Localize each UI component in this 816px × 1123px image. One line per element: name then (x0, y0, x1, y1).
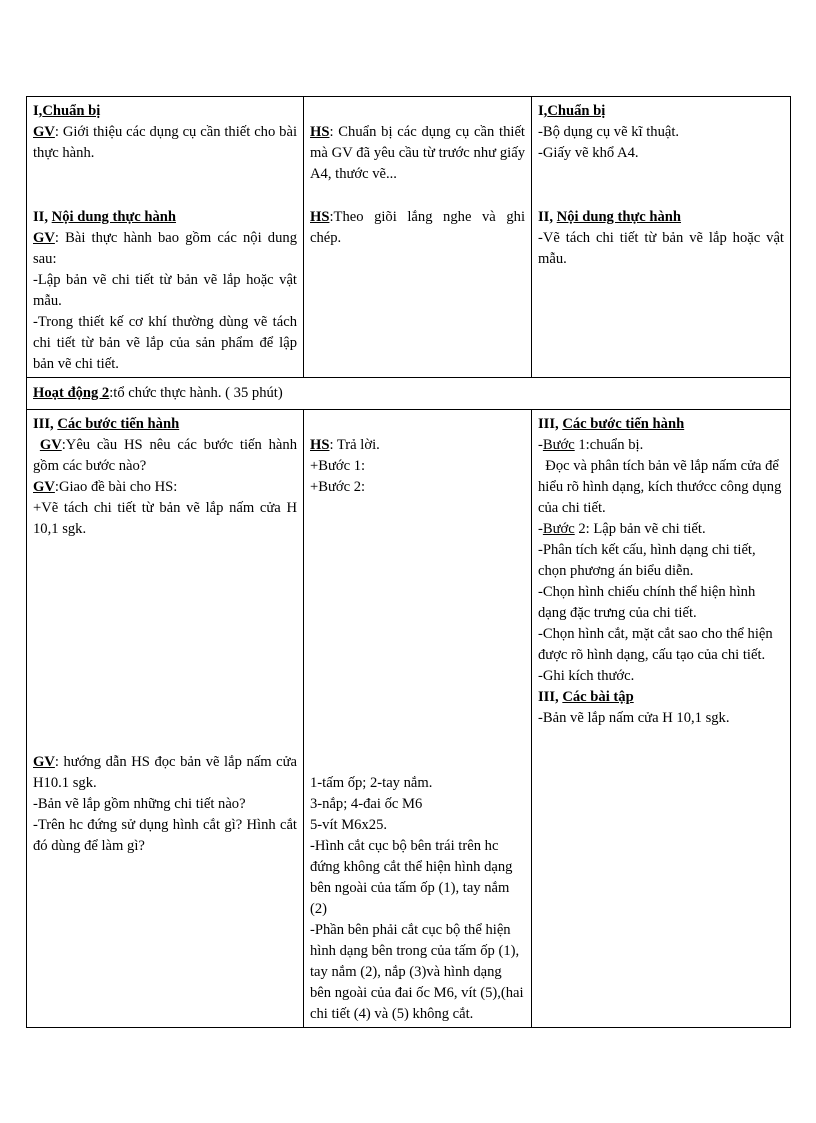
paragraph: -Bước 2: Lập bản vẽ chi tiết. (538, 521, 706, 537)
activity-text: :tổ chức thực hành. ( 35 phút) (109, 385, 283, 401)
content-cell (532, 410, 791, 1028)
paragraph: -Trong thiết kế cơ khí thường dùng vẽ tách chi tiết từ bản vẽ lắp của sản phẩm để lập bản vẽ chi tiết. (33, 314, 297, 372)
paragraph: -Bản vẽ lắp gồm những chi tiết nào? (33, 796, 246, 812)
section-heading: III, Các bước tiến hành (538, 416, 685, 432)
activity-heading-cell (27, 378, 791, 410)
paragraph: +Bước 1: (310, 458, 366, 474)
paragraph: -Chọn hình cắt, mặt cắt sao cho thể hiện được rõ hình dạng, cấu tạo của chi tiết. (538, 626, 773, 663)
paragraph: 5-vít M6x25. (310, 817, 388, 833)
content-cell (532, 97, 791, 378)
table-row (27, 410, 791, 1028)
section-heading: I,Chuẩn bị (538, 103, 606, 119)
paragraph: -Hình cắt cục bộ bên trái trên hc đứng không cắt thể hiện hình dạng bên ngoài của tấm ốp (1), tay nắm (2) (310, 838, 513, 917)
table-row (27, 97, 791, 378)
paragraph: -Chọn hình chiếu chính thể hiện hình dạng đặc trưng của chi tiết. (538, 584, 756, 621)
paragraph: HS:Theo giõi lắng nghe và ghi chép. (310, 209, 525, 246)
paragraph: HS: Chuẩn bị các dụng cụ cần thiết mà GV đã yêu cầu từ trước như giấy A4, thước vẽ... (310, 124, 525, 182)
paragraph: -Vẽ tách chi tiết từ bản vẽ lắp hoặc vật mẫu. (538, 230, 784, 267)
paragraph: 1-tấm ốp; 2-tay nắm. (310, 775, 433, 791)
section-heading: II, Nội dung thực hành (538, 209, 682, 225)
paragraph: Đọc và phân tích bản vẽ lắp nấm cửa để hiểu rõ hình dạng, kích thướcc công dụng của chi tiết. (538, 458, 786, 516)
paragraph: GV: Bài thực hành bao gồm các nội dung sau: (33, 230, 297, 267)
paragraph: GV: Giới thiệu các dụng cụ cần thiết cho bài thực hành. (33, 124, 297, 161)
paragraph: -Giấy vẽ khổ A4. (538, 145, 639, 161)
paragraph: HS: Trả lời. (310, 437, 380, 453)
lesson-plan-sheet (26, 96, 790, 1028)
paragraph: -Ghi kích thước. (538, 668, 635, 684)
paragraph: GV:Giao đề bài cho HS: (33, 479, 178, 495)
paragraph: +Bước 2: (310, 479, 366, 495)
section-heading: II, Nội dung thực hành (33, 209, 177, 225)
paragraph: -Bản vẽ lắp nấm cửa H 10,1 sgk. (538, 710, 730, 726)
student-activity-cell (304, 410, 532, 1028)
paragraph: -Bộ dụng cụ vẽ kĩ thuật. (538, 124, 680, 140)
paragraph: -Bước 1:chuẩn bị. (538, 437, 644, 453)
paragraph: GV: hướng dẫn HS đọc bản vẽ lắp nấm cửa H10.1 sgk. (33, 754, 297, 791)
paragraph: +Vẽ tách chi tiết từ bản vẽ lắp nấm cửa H 10,1 sgk. (33, 500, 297, 537)
paragraph: 3-nắp; 4-đai ốc M6 (310, 796, 423, 812)
paragraph: GV:Yêu cầu HS nêu các bước tiến hành gồm các bước nào? (33, 437, 297, 474)
section-heading: I,Chuẩn bị (33, 103, 101, 119)
paragraph: -Lập bản vẽ chi tiết từ bản vẽ lắp hoặc vật mẫu. (33, 272, 297, 309)
section-heading: III, Các bước tiến hành (33, 416, 180, 432)
activity-label: Hoạt động 2 (33, 385, 110, 401)
paragraph: -Trên hc đứng sử dụng hình cắt gì? Hình cắt đó dùng để làm gì? (33, 817, 297, 854)
paragraph: -Phân tích kết cấu, hình dạng chi tiết, chọn phương án biểu diễn. (538, 542, 756, 579)
student-activity-cell (304, 97, 532, 378)
teacher-activity-cell (27, 97, 304, 378)
table-row (27, 378, 791, 410)
teacher-activity-cell (27, 410, 304, 1028)
lesson-table (26, 96, 791, 1028)
section-heading: III, Các bài tập (538, 689, 634, 705)
paragraph: -Phần bên phải cắt cục bộ thể hiện hình dạng bên trong của tấm ốp (1), tay nắm (2), nắp (3)và hình dạng bên ngoài của đai ốc M6, vít (5),(hai chi tiết (4) và (5) không cắt. (310, 922, 524, 1022)
